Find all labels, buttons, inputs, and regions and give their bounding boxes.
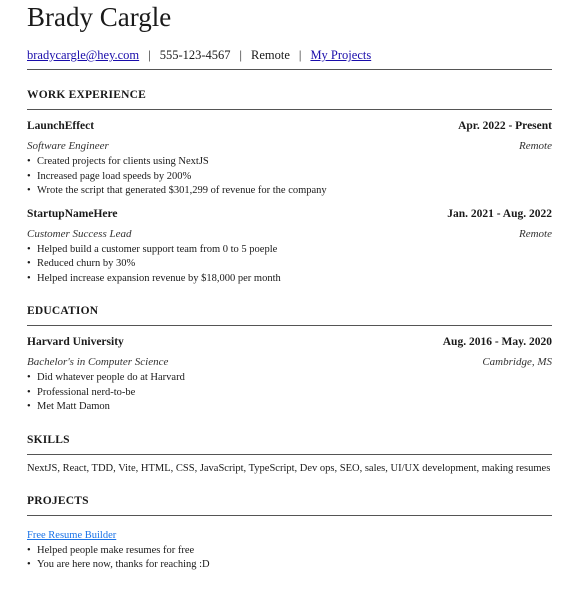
bullet-item: • Helped people make resumes for free bbox=[27, 544, 552, 559]
bullet-item: • Reduced churn by 30% bbox=[27, 257, 552, 272]
email-link[interactable]: bradycargle@hey.com bbox=[27, 48, 140, 62]
degree: Bachelor's in Computer Science bbox=[27, 356, 169, 368]
separator: | bbox=[239, 48, 243, 62]
entry-dates: Apr. 2022 - Present bbox=[458, 120, 552, 132]
bullet-item: • Wrote the script that generated $301,299 of revenue for the company bbox=[27, 184, 552, 199]
section-divider bbox=[27, 325, 552, 326]
bullet-item: • Did whatever people do at Harvard bbox=[27, 371, 552, 386]
company-name: StartupNameHere bbox=[27, 207, 118, 220]
resume-page bbox=[27, 0, 552, 573]
separator: | bbox=[298, 48, 302, 62]
skills-text: NextJS, React, TDD, Vite, HTML, CSS, JavaScript, TypeScript, Dev ops, SEO, sales, UI/UX development, making resumes bbox=[27, 462, 551, 474]
bullet-list bbox=[27, 155, 552, 199]
section-divider bbox=[27, 454, 552, 455]
bullet-item: • Met Matt Damon bbox=[27, 400, 552, 415]
education-entry bbox=[27, 335, 552, 415]
contact-line bbox=[27, 47, 552, 63]
resume-name: Brady Cargle bbox=[27, 2, 172, 32]
bullet-item: • Helped build a customer support team from 0 to 5 poeple bbox=[27, 243, 552, 258]
section-divider bbox=[27, 515, 552, 516]
section-title-skills: SKILLS bbox=[27, 433, 70, 446]
entry-location: Remote bbox=[519, 140, 552, 152]
job-role: Software Engineer bbox=[27, 140, 109, 152]
bullet-item: • Created projects for clients using NextJS bbox=[27, 155, 552, 170]
job-role: Customer Success Lead bbox=[27, 227, 132, 240]
section-title-education: EDUCATION bbox=[27, 305, 99, 317]
bullet-item: • Helped increase expansion revenue by $18,000 per month bbox=[27, 272, 552, 287]
entry-dates: Aug. 2016 - May. 2020 bbox=[442, 336, 552, 348]
section-title-projects: PROJECTS bbox=[27, 494, 89, 507]
bullet-list bbox=[27, 243, 552, 287]
work-entry bbox=[27, 119, 552, 199]
bullet-item: • Increased page load speeds by 200% bbox=[27, 170, 552, 185]
entry-location: Remote bbox=[519, 227, 552, 240]
bullet-list bbox=[27, 371, 552, 415]
phone-text: 555-123-4567 bbox=[159, 48, 231, 62]
bullet-item: • Professional nerd-to-be bbox=[27, 386, 552, 401]
entry-location: Cambridge, MS bbox=[482, 356, 552, 368]
my-projects-link[interactable]: My Projects bbox=[310, 48, 372, 62]
company-name: LaunchEffect bbox=[27, 120, 95, 132]
entry-dates: Jan. 2021 - Aug. 2022 bbox=[447, 207, 552, 220]
separator: | bbox=[148, 48, 151, 62]
contact-divider bbox=[27, 69, 552, 70]
section-divider bbox=[27, 109, 552, 110]
work-entry bbox=[27, 207, 552, 287]
location-text: Remote bbox=[251, 48, 290, 62]
project-link[interactable]: Free Resume Builder bbox=[27, 529, 117, 541]
school-name: Harvard University bbox=[27, 336, 124, 348]
section-title-work: WORK EXPERIENCE bbox=[27, 89, 146, 101]
bullet-list bbox=[27, 544, 552, 573]
bullet-item: • You are here now, thanks for reaching :D bbox=[27, 558, 552, 573]
